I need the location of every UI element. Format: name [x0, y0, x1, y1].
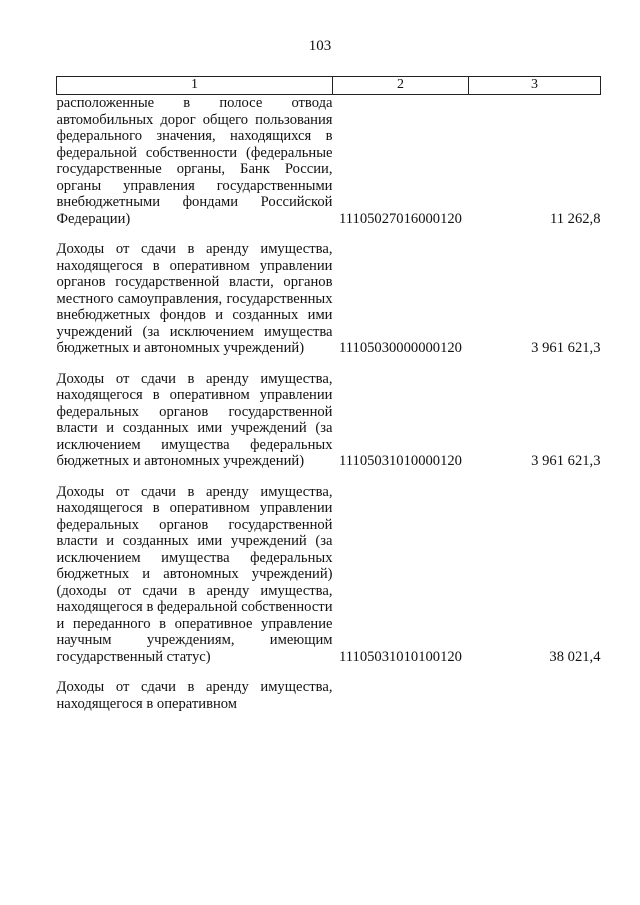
column-header-1: 1	[57, 77, 333, 95]
table-row	[57, 665, 601, 712]
page-number: 103	[308, 38, 332, 54]
row-code: 11105027016000120	[339, 210, 462, 227]
table-row	[57, 95, 601, 228]
column-header-3: 3	[469, 77, 601, 95]
row-amount: 11 262,8	[549, 210, 601, 227]
row-code	[333, 665, 469, 712]
row-code: 11105031010100120	[339, 648, 462, 665]
row-amount: 3 961 621,3	[531, 340, 601, 356]
table-row	[57, 470, 601, 666]
row-amount: 38 021,4	[549, 648, 601, 665]
row-code: 11105031010000120	[339, 453, 462, 469]
row-amount	[469, 665, 601, 712]
table-row	[57, 227, 601, 357]
row-amount: 3 961 621,3	[531, 453, 601, 469]
revenue-table	[56, 76, 601, 712]
row-description: Доходы от сдачи в аренду имущества, находящегося в оперативном	[56, 679, 333, 712]
table-header	[57, 77, 601, 95]
row-code: 11105030000000120	[339, 340, 462, 356]
table-row	[57, 357, 601, 470]
row-description: Доходы от сдачи в аренду имущества, находящегося в оперативном управлении федеральных органов государственной власти и созданных ими учреждений (за исключением имущества федеральных бюджетных и автономных учреждений) (доходы от сдачи в аренду имущества, находящегося в федеральной собственности и переданного в оперативное управление научным учреждениям, имеющим государственный статус)	[56, 483, 333, 665]
row-description: расположенные в полосе отвода автомобильных дорог общего пользования федерального значения, находящихся в федеральной собственности (федеральные государственные органы, Банк России, органы управления государственными внебюджетными фондами Российской Федерации)	[56, 95, 333, 227]
row-description: Доходы от сдачи в аренду имущества, находящегося в оперативном управлении органов государственной власти, органов местного самоуправления, государственных внебюджетных фондов и созданных ими учреждений (за исключением имущества бюджетных и автономных учреждений)	[56, 241, 333, 356]
row-description: Доходы от сдачи в аренду имущества, находящегося в оперативном управлении федеральных органов государственной власти и созданных ими учреждений (за исключением имущества федеральных бюджетных и автономных учреждений)	[56, 370, 333, 469]
column-header-2: 2	[333, 77, 469, 95]
